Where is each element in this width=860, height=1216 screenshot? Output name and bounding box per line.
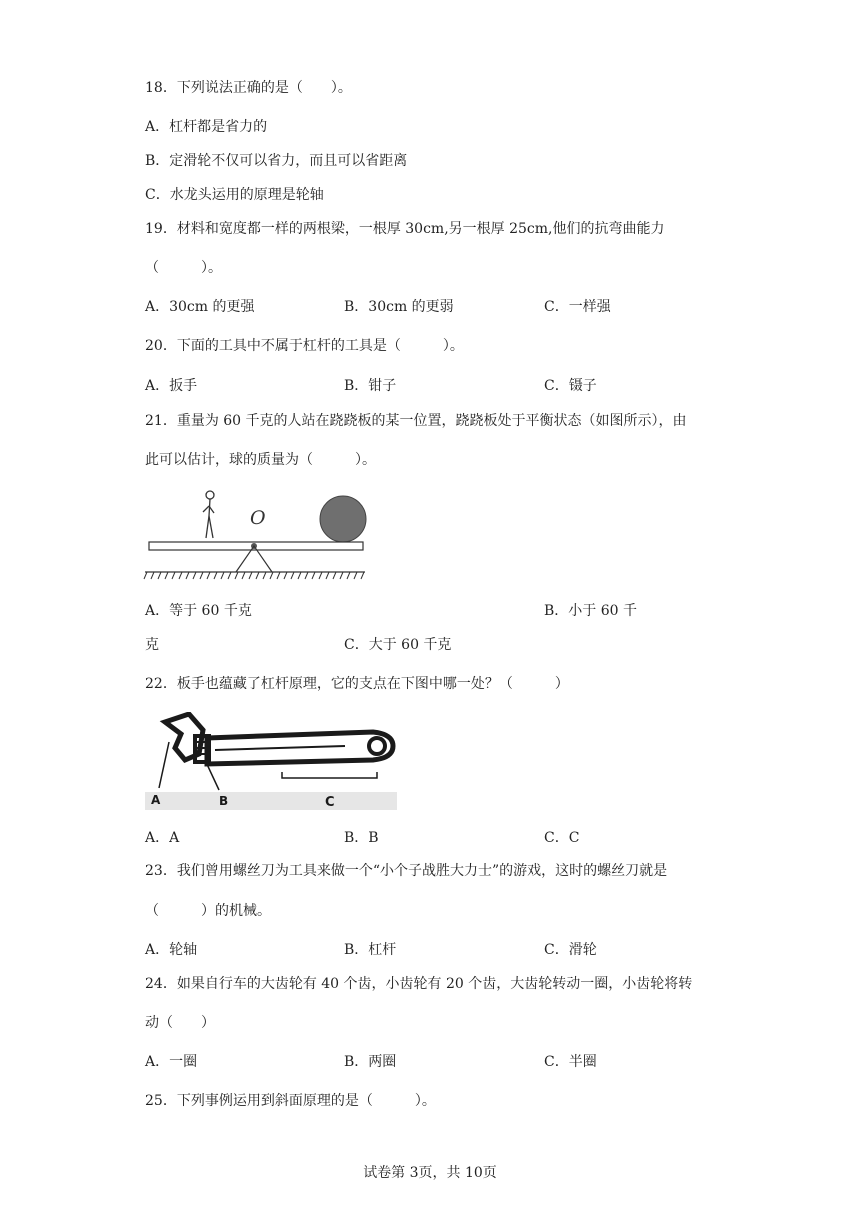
question-20-stem: 20．下面的工具中不属于杠杆的工具是（ ）。 bbox=[145, 338, 464, 354]
question-20-option-c: C．镊子 bbox=[544, 378, 597, 394]
question-18-option-b: B．定滑轮不仅可以省力，而且可以省距离 bbox=[145, 153, 408, 169]
question-21-stem-cont: 此可以估计，球的质量为（ ）。 bbox=[145, 452, 376, 468]
question-21-option-b-cont: 克 bbox=[145, 637, 159, 653]
question-25-stem: 25．下列事例运用到斜面原理的是（ ）。 bbox=[145, 1093, 436, 1109]
wrench-label-a: A bbox=[151, 793, 161, 807]
question-24-option-a: A．一圈 bbox=[145, 1054, 198, 1070]
question-18-stem: 18．下列说法正确的是（ ）。 bbox=[145, 80, 352, 96]
wrench-label-b: B bbox=[219, 794, 229, 808]
question-22-option-a: A．A bbox=[145, 830, 180, 846]
question-20-option-a: A．扳手 bbox=[145, 378, 198, 394]
question-23-option-b: B．杠杆 bbox=[344, 942, 397, 958]
page-footer: 试卷第 3页，共 10页 bbox=[363, 1165, 497, 1181]
question-19-stem: 19．材料和宽度都一样的两根梁，一根厚 30cm,另一根厚 25cm,他们的抗弯曲能力 bbox=[145, 221, 665, 237]
question-19-stem-cont: （ ）。 bbox=[145, 260, 222, 276]
seesaw-figure bbox=[143, 486, 368, 580]
question-22-stem: 22．板手也蕴藏了杠杆原理，它的支点在下图中哪一处？（ ） bbox=[145, 676, 569, 692]
question-19-option-a: A．30cm 的更强 bbox=[145, 299, 255, 315]
question-21-option-a: A．等于 60 千克 bbox=[145, 603, 252, 619]
question-24-option-b: B．两圈 bbox=[344, 1054, 397, 1070]
question-24-stem-cont: 动（ ） bbox=[145, 1015, 215, 1031]
question-21-option-c: C．大于 60 千克 bbox=[344, 637, 452, 653]
question-23-option-c: C．滑轮 bbox=[544, 942, 597, 958]
question-21-stem: 21．重量为 60 千克的人站在跷跷板的某一位置，跷跷板处于平衡状态（如图所示），由 bbox=[145, 413, 687, 429]
question-20-option-b: B．钳子 bbox=[344, 378, 397, 394]
question-23-stem: 23．我们曾用螺丝刀为工具来做一个“小个子战胜大力士”的游戏，这时的螺丝刀就是 bbox=[145, 863, 668, 879]
question-18-option-a: A．杠杆都是省力的 bbox=[145, 119, 268, 135]
question-19-option-c: C．一样强 bbox=[544, 299, 611, 315]
wrench-figure bbox=[145, 712, 397, 810]
question-23-option-a: A．轮轴 bbox=[145, 942, 198, 958]
question-22-option-b: B．B bbox=[344, 830, 379, 846]
question-19-option-b: B．30cm 的更弱 bbox=[344, 299, 454, 315]
question-21-option-b: B．小于 60 千 bbox=[544, 603, 638, 619]
question-18-option-c: C．水龙头运用的原理是轮轴 bbox=[145, 187, 324, 203]
question-24-option-c: C．半圈 bbox=[544, 1054, 597, 1070]
fulcrum-label: O bbox=[250, 507, 266, 529]
question-23-stem-cont: （ ）的机械。 bbox=[145, 903, 271, 919]
question-24-stem: 24．如果自行车的大齿轮有 40 个齿，小齿轮有 20 个齿，大齿轮转动一圈，小齿轮将转 bbox=[145, 976, 693, 992]
person-icon bbox=[203, 491, 214, 538]
ball-icon bbox=[320, 496, 366, 542]
question-22-option-c: C．C bbox=[544, 830, 580, 846]
wrench-label-c: C bbox=[325, 795, 335, 810]
